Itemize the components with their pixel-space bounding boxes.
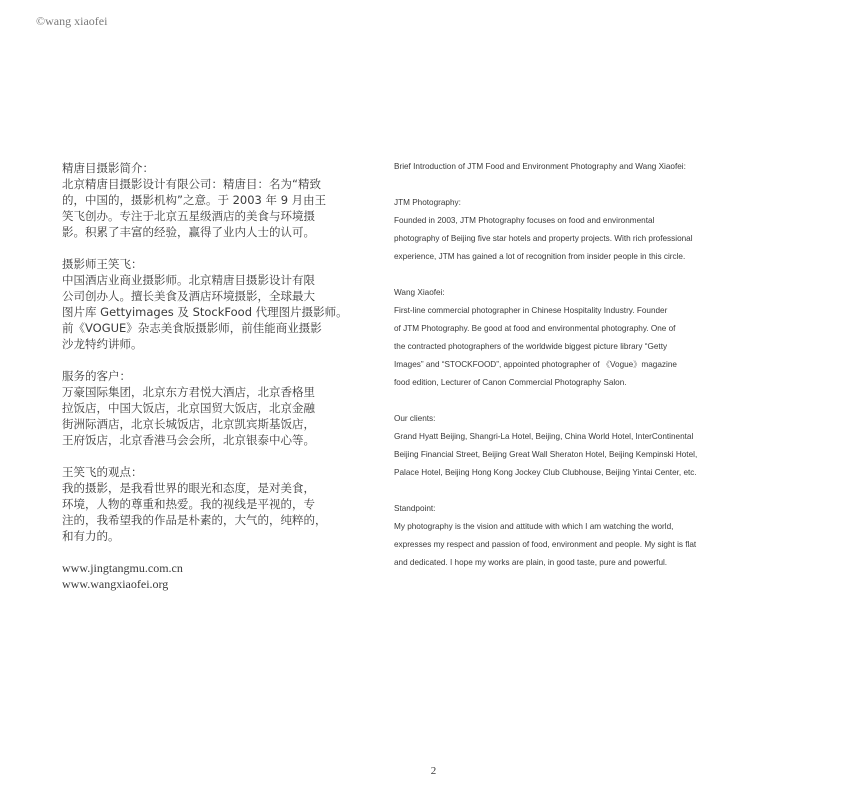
page-number: 2 <box>430 765 437 777</box>
photographer-line: 图片库 Gettyimages 及 StockFood 代理图片摄影师。 <box>62 305 348 319</box>
clients-line: 拉饭店，中国大饭店，北京国贸大饭店，北京金融 <box>62 401 315 415</box>
wang-line: Images” and “STOCKFOOD”, appointed photographer of 《Vogue》magazine <box>394 360 677 369</box>
standpoint-heading: Standpoint: <box>394 504 436 513</box>
copyright-text: ©wang xiaofei <box>36 14 108 28</box>
website-links <box>62 560 340 592</box>
clients-en-line: Grand Hyatt Beijing, Shangri-La Hotel, Beijing, China World Hotel, InterContinental <box>394 432 694 441</box>
photographer-line: 前《VOGUE》杂志美食版摄影师，前佳能商业摄影 <box>62 321 322 335</box>
english-title: Brief Introduction of JTM Food and Environment Photography and Wang Xiaofei: <box>394 162 686 171</box>
standpoint-section <box>394 500 695 572</box>
clients-line: 王府饭店，北京香港马会会所，北京银泰中心等。 <box>62 433 315 447</box>
clients-line: 街洲际酒店，北京长城饭店，北京凯宾斯基饭店， <box>62 417 315 431</box>
viewpoint-line: 我的摄影，是我看世界的眼光和态度，是对美食， <box>62 481 315 495</box>
viewpoint-title: 王笑飞的观点： <box>62 465 143 479</box>
viewpoint-line: 和有力的。 <box>62 529 120 543</box>
intro-line: 的，中国的，摄影机构”之意。于 2003 年 9 月由王 <box>62 193 327 207</box>
english-title-block <box>394 158 695 176</box>
clients-en-line: Palace Hotel, Beijing Hong Kong Jockey Club Clubhouse, Beijing Yintai Center, etc. <box>394 468 697 477</box>
photographer-title: 摄影师王笑飞： <box>62 257 143 271</box>
clients-en-heading: Our clients: <box>394 414 436 423</box>
clients-en-line: Beijing Financial Street, Beijing Great Wall Sheraton Hotel, Beijing Kempinski Hotel, <box>394 450 698 459</box>
intro-title: 精唐目摄影简介： <box>62 161 154 175</box>
clients-en-section <box>394 410 698 482</box>
photographer-line: 中国酒店业商业摄影师。北京精唐目摄影设计有限 <box>62 273 315 287</box>
website-link[interactable]: www.jingtangmu.com.cn <box>62 561 183 575</box>
clients-title: 服务的客户： <box>62 369 131 383</box>
viewpoint-line: 注的，我希望我的作品是朴素的，大气的，纯粹的， <box>62 513 327 527</box>
jtm-section <box>394 194 695 266</box>
website-link[interactable]: www.wangxiaofei.org <box>62 577 169 591</box>
intro-line: 北京精唐目摄影设计有限公司：精唐目：名为“精致 <box>62 177 321 191</box>
intro-line: 笑飞创办。专注于北京五星级酒店的美食与环境摄 <box>62 209 315 223</box>
wang-line: of JTM Photography. Be good at food and environmental photography. One of <box>394 324 676 333</box>
wang-line: First-line commercial photographer in Chinese Hospitality Industry. Founder <box>394 306 668 315</box>
chinese-column <box>62 160 348 592</box>
photographer-line: 沙龙特约讲师。 <box>62 337 143 351</box>
standpoint-line: expresses my respect and passion of food, environment and people. My sight is flat <box>394 540 697 549</box>
jtm-heading: JTM Photography: <box>394 198 461 207</box>
photographer-line: 公司创办人。擅长美食及酒店环境摄影，全球最大 <box>62 289 315 303</box>
viewpoint-line: 环境，人物的尊重和热爱。我的视线是平视的，专 <box>62 497 315 511</box>
wang-line: food edition, Lecturer of Canon Commercial Photography Salon. <box>394 378 627 387</box>
intro-section <box>62 160 340 240</box>
standpoint-line: and dedicated. I hope my works are plain, in good taste, pure and powerful. <box>394 558 668 567</box>
wang-heading: Wang Xiaofei: <box>394 288 445 297</box>
jtm-line: Founded in 2003, JTM Photography focuses on food and environmental <box>394 216 655 225</box>
english-column <box>394 158 698 590</box>
jtm-line: photography of Beijing five star hotels and property projects. With rich professional <box>394 234 693 243</box>
jtm-line: experience, JTM has gained a lot of recognition from insider people in this circle. <box>394 252 686 261</box>
intro-line: 影。积累了丰富的经验，赢得了业内人士的认可。 <box>62 225 315 239</box>
viewpoint-section <box>62 464 340 544</box>
clients-section <box>62 368 340 448</box>
wang-line: the contracted photographers of the worldwide biggest picture library “Getty <box>394 342 668 351</box>
photographer-section <box>62 256 348 352</box>
standpoint-line: My photography is the vision and attitude with which I am watching the world, <box>394 522 674 531</box>
clients-line: 万豪国际集团，北京东方君悦大酒店，北京香格里 <box>62 385 315 399</box>
wang-section <box>394 284 695 392</box>
